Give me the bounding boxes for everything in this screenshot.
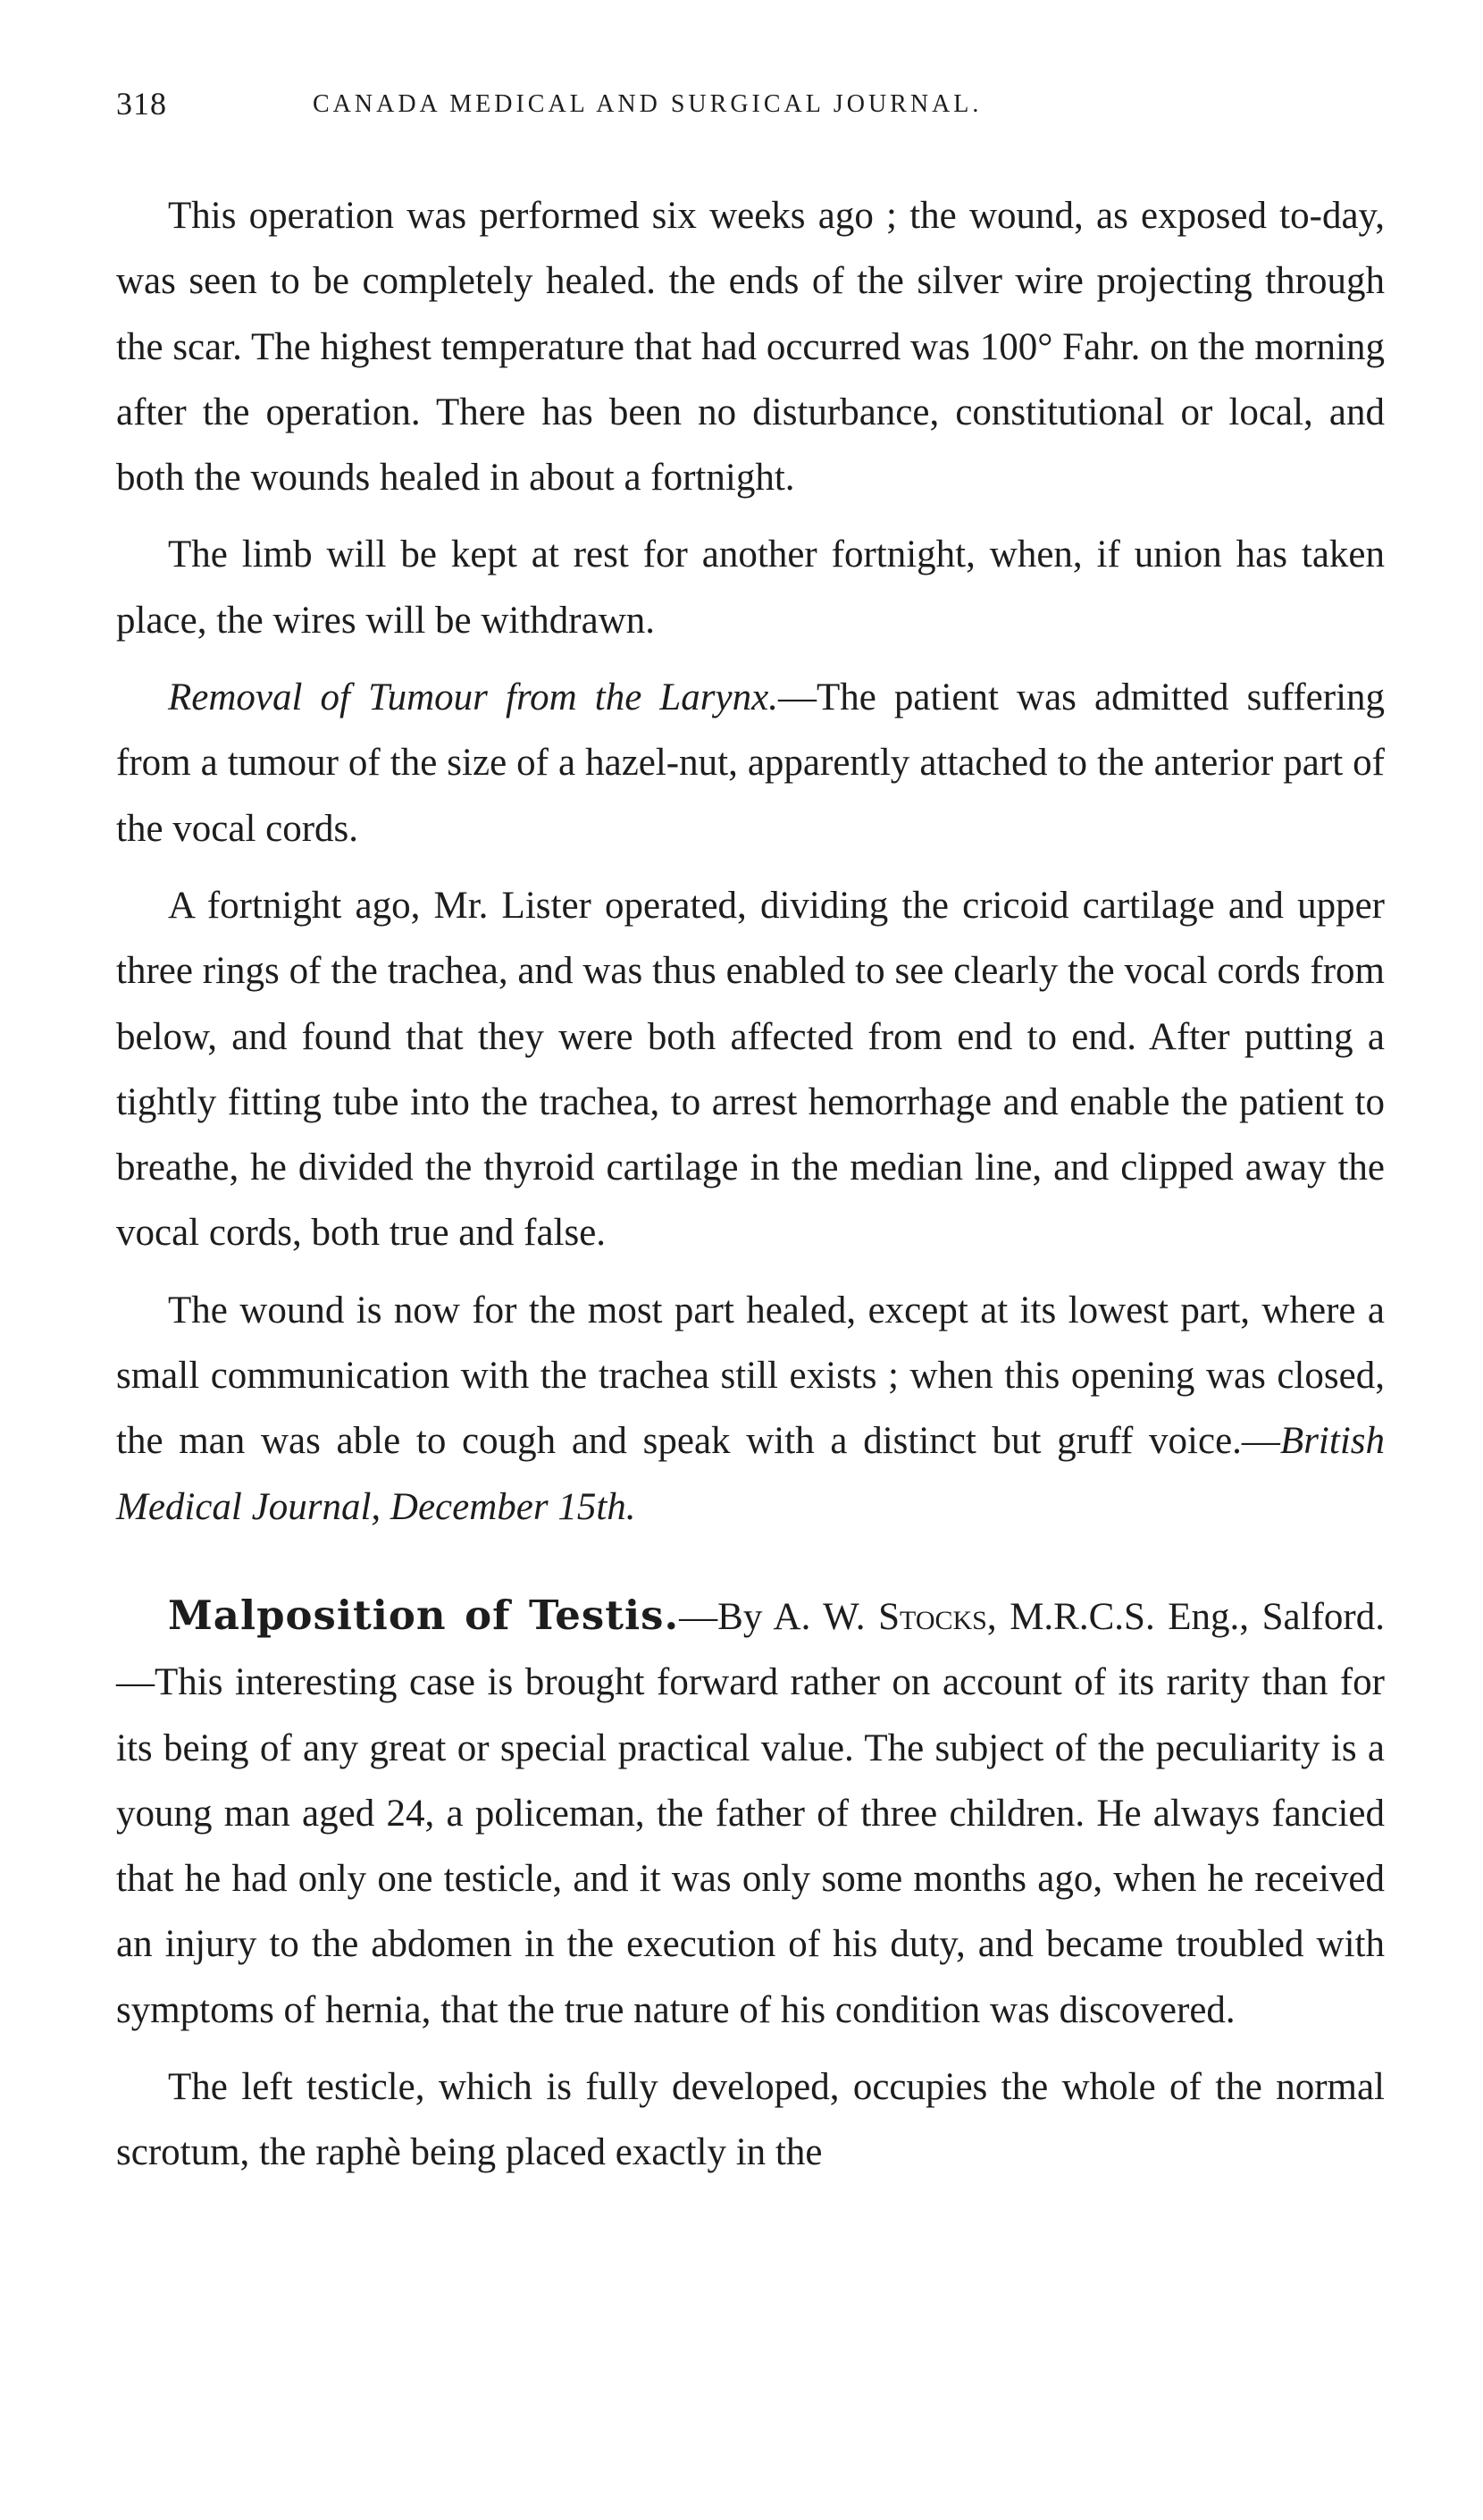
- paragraph-lister-operation: A fortnight ago, Mr. Lister operated, dividing the cricoid cartilage and upper three rings of the trachea, and was thus enabled to see clearly the vocal cords from below, and found that they were both affected from end to end. After putting a tightly fitting tube into the trachea, to arrest hemorrhage and enable the patient to breathe, he divided the thyroid cartilage in the median line, and clipped away the vocal cords, both true and false.: [116, 884, 1385, 1255]
- journal-title: CANADA MEDICAL AND SURGICAL JOURNAL.: [313, 90, 983, 118]
- section-heading-malposition: Malposition of Testis.: [168, 1591, 680, 1639]
- journal-page: [116, 85, 1385, 2197]
- page-number: 318: [116, 86, 167, 122]
- byline-prefix: —By A. W.: [679, 1595, 879, 1638]
- source-citation: British Medical Journal, December 15th.: [116, 1420, 1385, 1528]
- paragraph-operation-result: This operation was performed six weeks ago ; the wound, as exposed to-day, was seen to be completely healed. the ends of the silver wire projecting through the scar. The highest temperature that had occurred was 100° Fahr. on the morning after the operation. There has been no disturbance, constitutional or local, and both the wounds healed in about a fortnight.: [116, 195, 1385, 500]
- paragraph-wound-text: The wound is now for the most part healed, except at its lowest part, where a small communication with the trachea still exists ; when this opening was closed, the man was able to cough and speak with a distinct but gruff voice.—: [116, 1289, 1385, 1463]
- running-head: [116, 85, 1385, 140]
- section-title-larynx: Removal of Tumour from the Larynx.: [168, 676, 778, 719]
- paragraph-wound-healed: [116, 1278, 1385, 1540]
- author-name: Stocks,: [878, 1595, 997, 1638]
- paragraph-larynx-tumour: [116, 665, 1385, 861]
- paragraph-malposition: [116, 1583, 1385, 2043]
- paragraph-left-testicle: The left testicle, which is fully developed, occupies the whole of the normal scrotum, the raphè being placed exactly in the: [116, 2066, 1385, 2174]
- article-body: [116, 183, 1385, 2186]
- paragraph-limb-rest: The limb will be kept at rest for another fortnight, when, if union has taken place, the wires will be withdrawn.: [116, 533, 1385, 642]
- paragraph-malposition-text: M.R.C.S. Eng., Salford.—This interesting case is brought forward rather on account of its rarity than for its being of any great or special practical value. The subject of the peculiarity is a young man aged 24, a policeman, the father of three children. He always fancied that he had only one testicle, and it was only some months ago, when he received an injury to the abdomen in the execution of his duty, and became troubled with symptoms of hernia, that the true nature of his condition was discovered.: [116, 1595, 1385, 2031]
- paragraph-larynx-text: —The patient was admitted suffering from a tumour of the size of a hazel-nut, apparently attached to the anterior part of the vocal cords.: [116, 676, 1386, 850]
